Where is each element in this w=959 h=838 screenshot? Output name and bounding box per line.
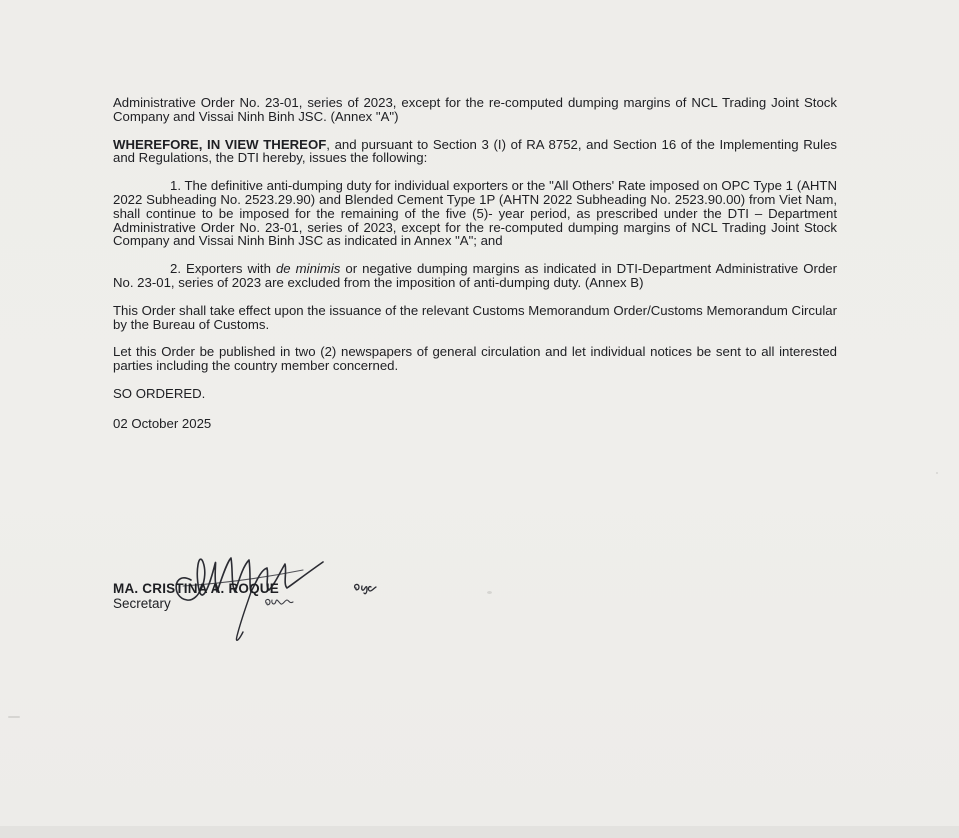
wherefore-heading: WHEREFORE, IN VIEW THEREOF [113, 136, 327, 152]
paragraph-publication: Let this Order be published in two (2) newspapers of general circulation and let individual notices be sent to all interested parties including the country member concerned. [113, 344, 837, 374]
item-two-end: or negative dumping margins as indicated in DTI-Department Administrative Order No. 23-01, series of 2023 are excluded from the imposition of anti-dumping duty. (Annex B) [113, 261, 837, 290]
so-ordered: SO ORDERED. [113, 385, 206, 401]
item-two-start: 2. Exporters with [170, 261, 276, 277]
handwritten-initials [351, 580, 391, 596]
scan-speck [8, 716, 20, 718]
paragraph-effectivity: This Order shall take effect upon the issuance of the relevant Customs Memorandum Order/Customs Memorandum Circular by the Bureau of Customs. [113, 302, 837, 332]
handwritten-initials-secondary [263, 594, 297, 610]
signer-name: MA. CRISTINA A. ROQUE [113, 581, 279, 596]
paragraph-continuation: Administrative Order No. 23-01, series of 2023, except for the re-computed dumping margins of NCL Trading Joint Stock Company and Vissai Ninh Binh JSC. (Annex "A") [113, 95, 837, 124]
paragraph-wherefore [113, 138, 837, 166]
item-one: 1. The definitive anti-dumping duty for individual exporters or the "All Others' Rate imposed on OPC Type 1 (AHTN 2022 Subheading No. 2523.29.90) and Blended Cement Type 1P (AHTN 2022 Subheading No. 2523.90.00) from Viet Nam, shall continue to be imposed for the remaining of the five (5)- year period, as prescribed under the DTI – Department Administrative Order No. 23-01, series of 2023, except for the re-computed dumping margins of NCL Trading Joint Stock Company and Vissai Ninh Binh JSC as indicated in Annex "A"; and [113, 178, 837, 249]
scan-speck [936, 472, 938, 474]
item-two-italic: de minimis [275, 261, 341, 277]
item-two [113, 262, 837, 290]
order-date: 02 October 2025 [113, 415, 212, 431]
order-body [113, 96, 837, 447]
scan-speck [487, 591, 492, 594]
wherefore-text: , and pursuant to Section 3 (I) of RA 8752, and Section 16 of the Implementing Rules and Regulations, the DTI hereby, issues the following: [113, 136, 837, 166]
page-bottom-edge [0, 826, 959, 838]
signature-block [113, 540, 433, 650]
signer-title: Secretary [113, 596, 171, 611]
